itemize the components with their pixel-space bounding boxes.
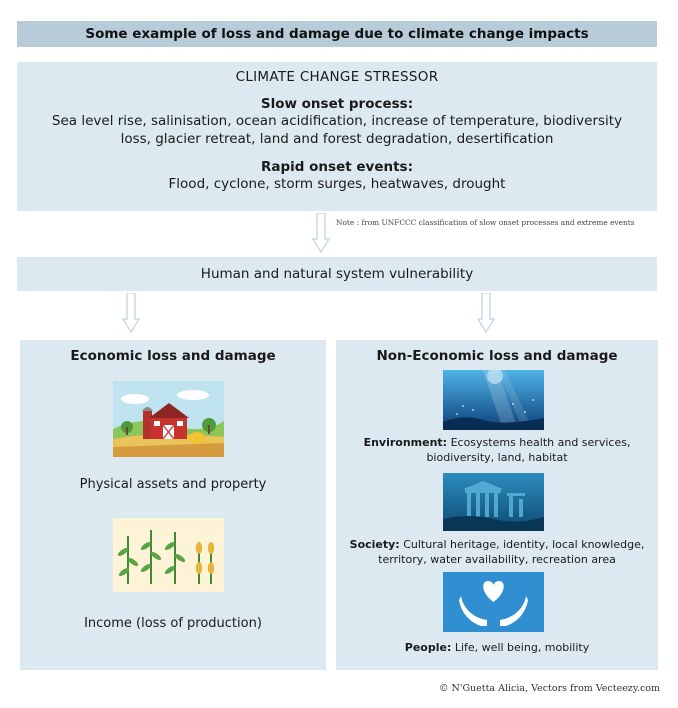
non-economic-people [336,640,658,655]
stressor-heading: CLIMATE CHANGE STRESSOR [235,69,439,85]
climate-stressor-box [17,62,657,211]
underwater-ruins-icon [443,473,544,531]
ocean-icon [443,370,544,430]
society-text-1: Cultural heritage, identity, local knowledge, [399,538,645,551]
crops-icon [113,518,224,592]
down-arrow-icon [122,293,140,333]
slow-onset-label: Slow onset process: [260,96,414,112]
society-label: Society: [349,538,400,551]
non-economic-panel [336,340,658,670]
slow-onset-line-1: Sea level rise, salinisation, ocean acidification, increase of temperature, biodiversity [51,113,623,129]
economic-item-income: Income (loss of production) [84,616,262,631]
economic-item-physical-assets: Physical assets and property [79,477,267,492]
slow-onset-line-2: loss, glacier retreat, land and forest degradation, desertification [120,131,554,147]
rapid-onset-text: Flood, cyclone, storm surges, heatwaves, drought [168,176,506,192]
environment-label: Environment: [363,436,448,449]
copyright-credit: © N'Guetta Alicia, Vectors from Vecteezy.com [439,683,660,694]
down-arrow-icon [477,293,495,333]
non-economic-environment [336,435,658,465]
non-economic-title: Non-Economic loss and damage [376,348,618,364]
down-arrow-icon [312,213,330,253]
diagram-title: Some example of loss and damage due to climate change impacts [17,21,657,47]
vulnerability-box [17,257,657,291]
people-text-1: Life, well being, mobility [451,641,590,654]
source-note: Note : from UNFCCC classification of slow onset processes and extreme events [336,218,635,227]
heart-hands-icon [443,572,544,632]
environment-text-2: biodiversity, land, habitat [426,451,568,464]
economic-title: Economic loss and damage [70,348,276,364]
people-label: People: [404,641,452,654]
non-economic-society [336,537,658,567]
vulnerability-label: Human and natural system vulnerability [200,266,474,282]
economic-panel [20,340,326,670]
environment-text-1: Ecosystems health and services, [447,436,631,449]
rapid-onset-label: Rapid onset events: [260,159,413,175]
society-text-2: territory, water availability, recreation area [378,553,616,566]
farm-icon [113,381,224,457]
